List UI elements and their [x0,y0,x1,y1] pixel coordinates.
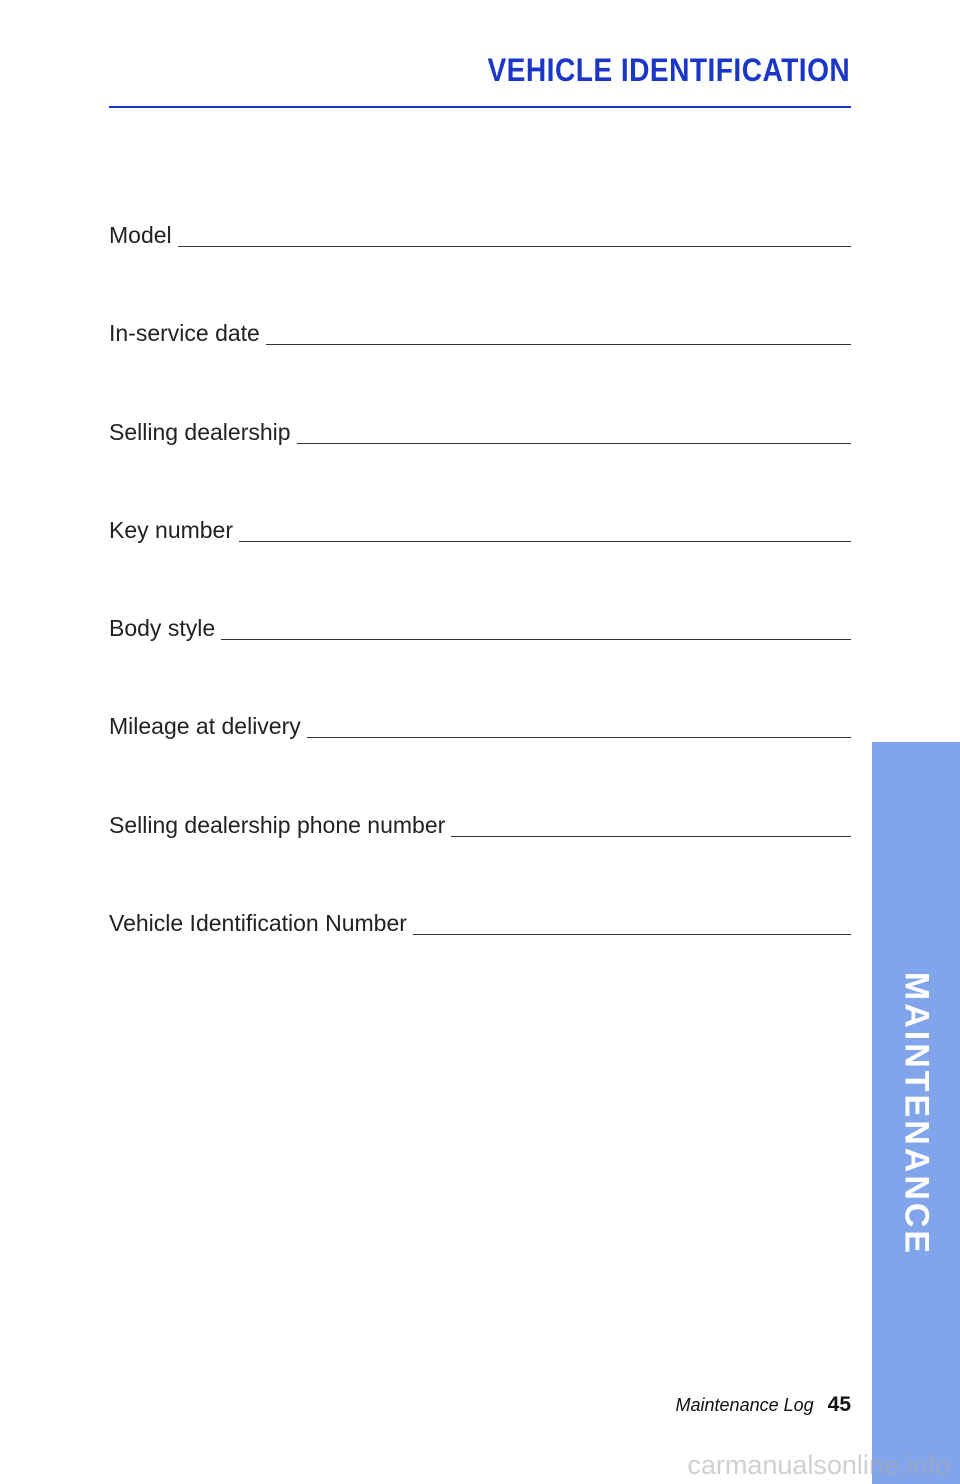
field-label: Model [109,222,172,248]
field-row-model [109,220,851,248]
field-label: Vehicle Identification Number [109,910,407,937]
section-tab-label: MAINTENANCE [897,971,936,1257]
vehicle-id-form [109,220,851,936]
dealership-phone-field[interactable] [451,836,851,837]
body-style-field[interactable] [221,639,851,640]
watermark: carmanualsonline.info [687,1450,950,1480]
field-row-selling-dealership [109,346,851,444]
page-title: VEHICLE IDENTIFICATION [487,52,850,88]
field-row-dealership-phone [109,739,851,837]
section-side-tab [872,742,960,1484]
field-label: Body style [109,615,216,642]
field-row-mileage [109,641,851,739]
page-number: 45 [827,1393,851,1416]
field-row-key-number [109,445,851,543]
field-row-body-style [109,543,851,641]
model-field[interactable] [178,246,851,247]
mileage-at-delivery-field[interactable] [307,737,851,738]
vin-field[interactable] [413,934,851,935]
field-label: Selling dealership [109,418,291,445]
field-label: Mileage at delivery [109,713,301,740]
key-number-field[interactable] [239,541,851,542]
field-label: Key number [109,516,234,543]
selling-dealership-field[interactable] [297,443,851,444]
in-service-date-field[interactable] [266,344,851,345]
field-row-in-service-date [109,248,851,346]
page-footer [676,1393,851,1417]
field-label: In-service date [109,320,260,347]
title-divider [109,106,851,108]
field-label: Selling dealership phone number [109,811,446,838]
footer-section-name: Maintenance Log [675,1395,814,1415]
field-row-vin [109,838,851,936]
